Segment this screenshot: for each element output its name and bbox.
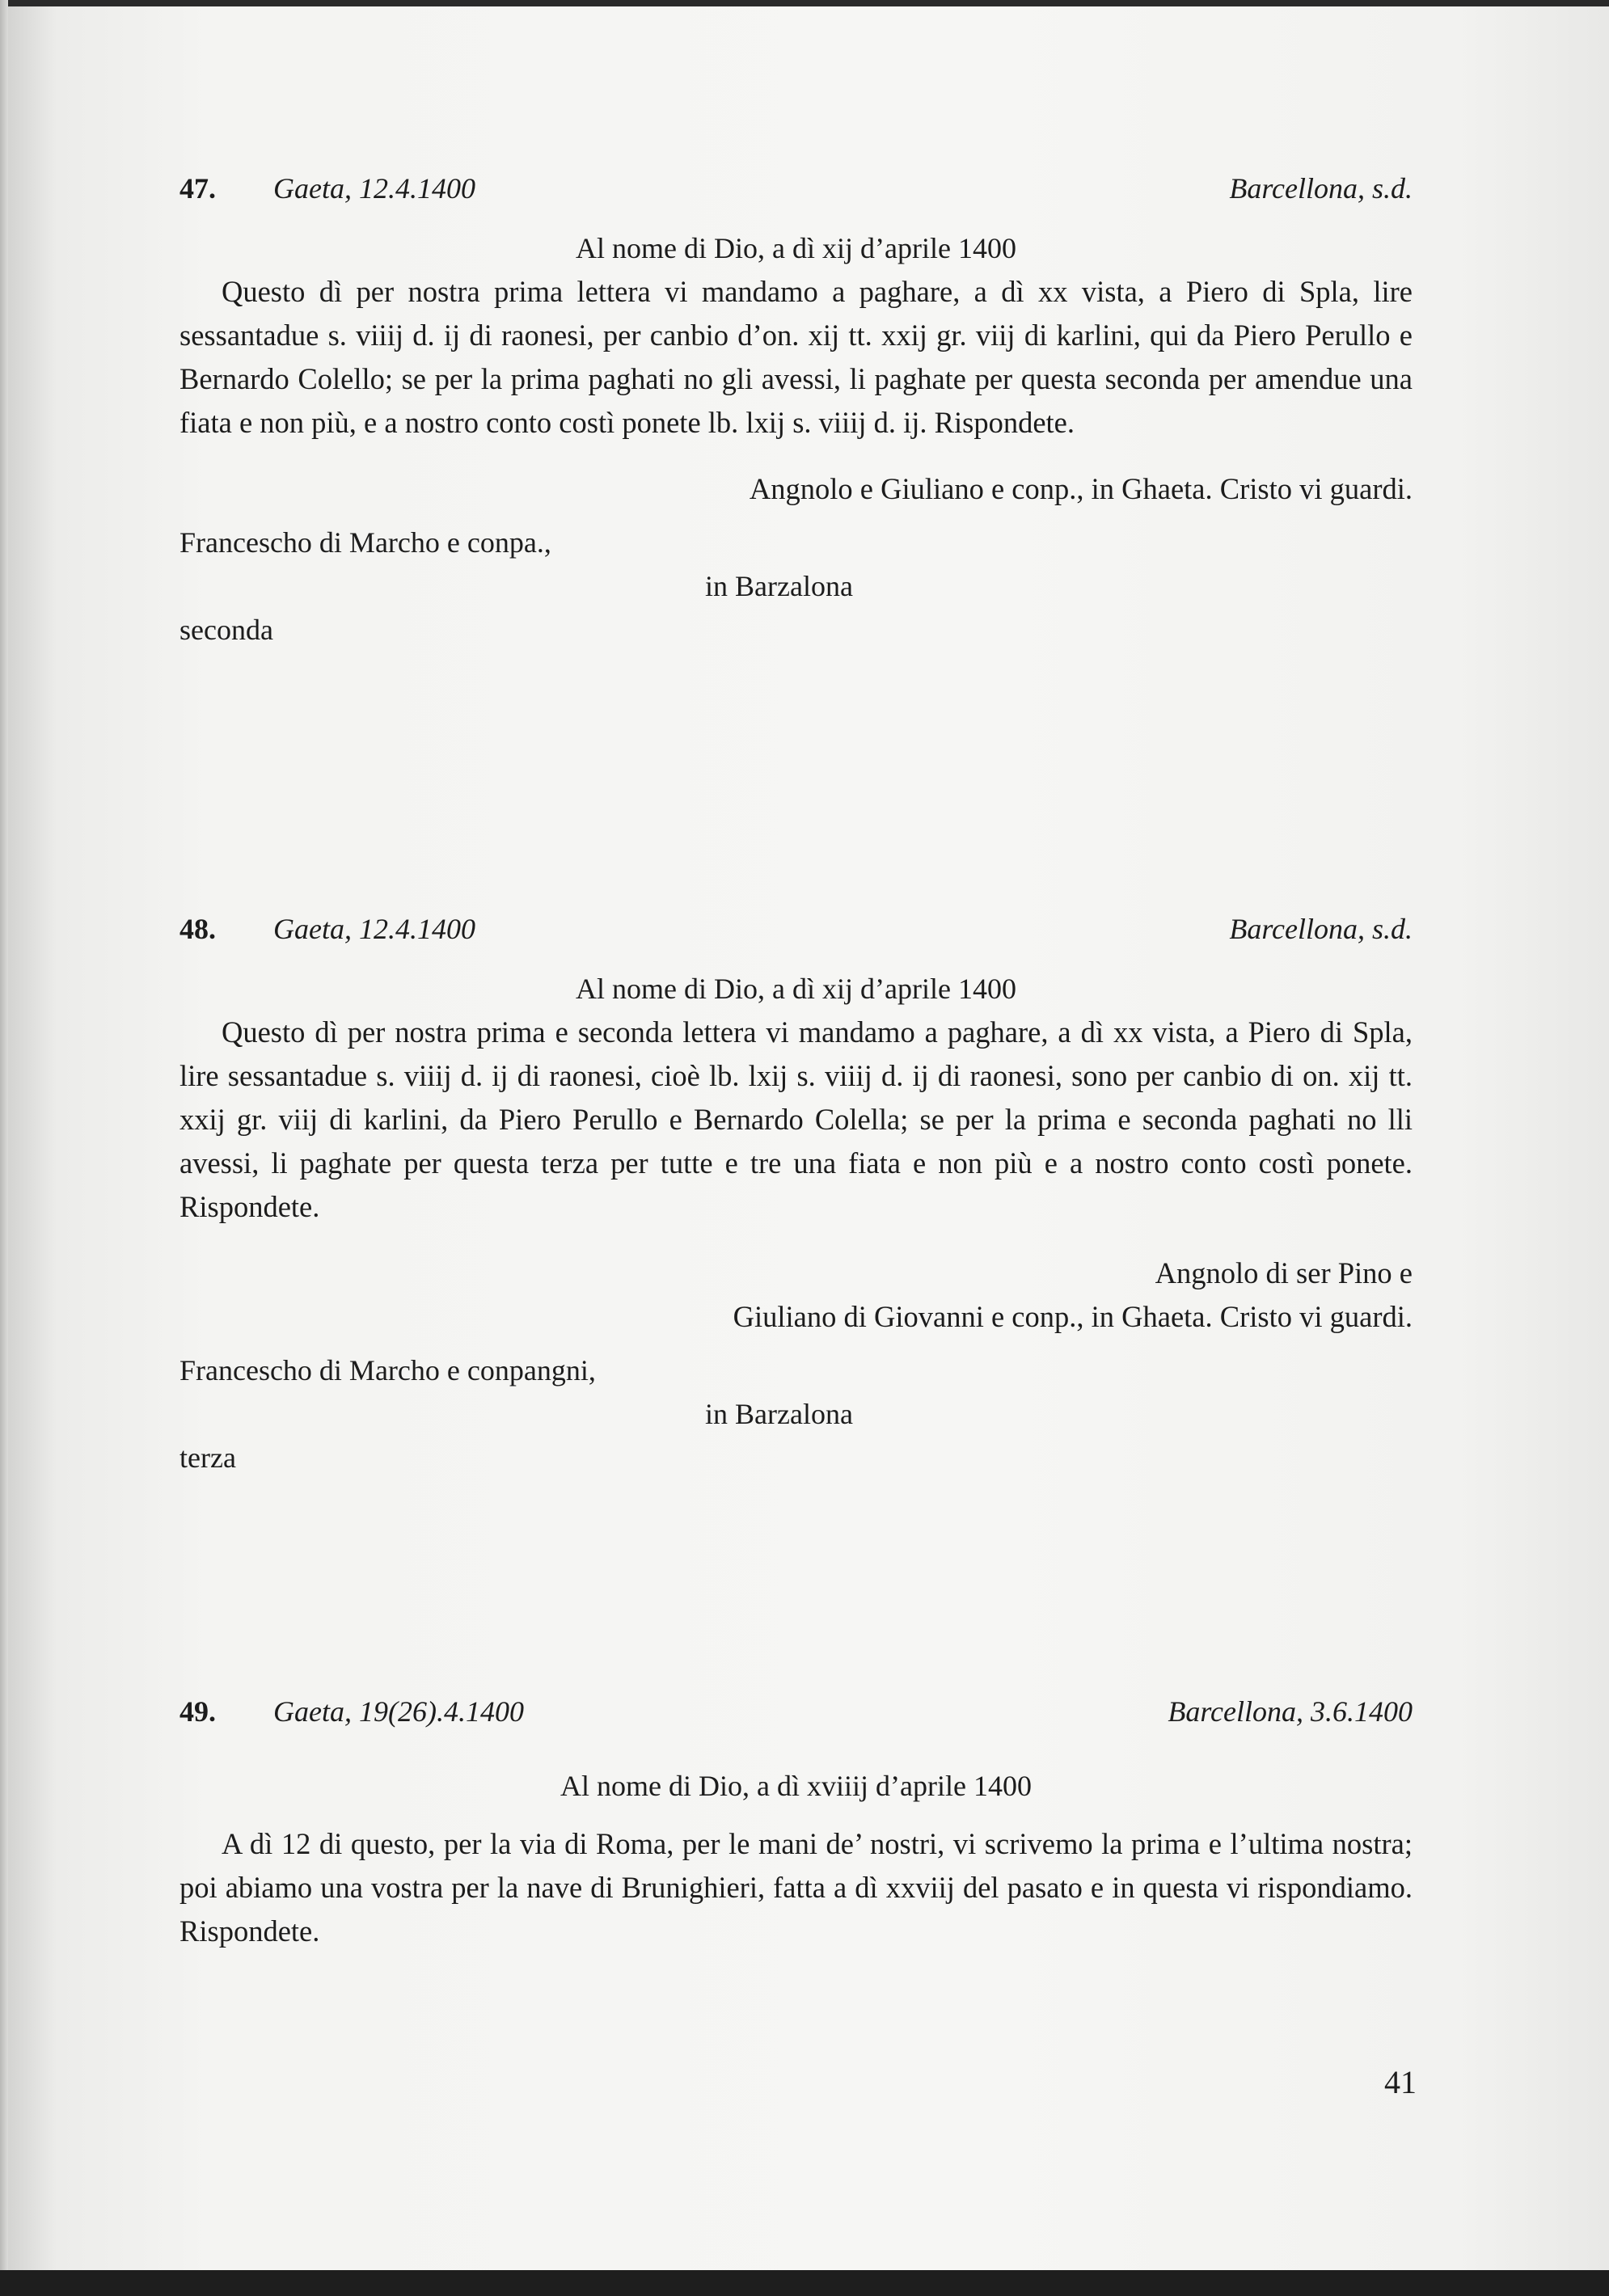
entry-place-date: Gaeta, 12.4.1400 — [273, 172, 475, 205]
letter-entry-48 — [179, 912, 1413, 1479]
letter-entry-49 — [179, 1695, 1413, 1953]
invocation-line: Al nome di Dio, a dì xviiij d’aprile 1400 — [560, 1770, 1032, 1802]
sender-signature — [179, 467, 1413, 511]
address-city: in Barzalona — [705, 570, 853, 602]
address-block — [179, 1348, 1413, 1479]
addressee: Francescho di Marcho e conpa., — [179, 526, 551, 559]
address-city: in Barzalona — [705, 1398, 853, 1430]
invocation-line: Al nome di Dio, a dì xij d’aprile 1400 — [576, 973, 1016, 1005]
entry-number: 47. — [179, 172, 216, 205]
page-number: 41 — [1384, 2064, 1417, 2100]
sender-line: Angnolo di ser Pino e — [1155, 1256, 1413, 1289]
letter-body: Questo dì per nostra prima e seconda lettera vi mandamo a paghare, a dì xx vista, a Piero di Spla, lire sessantadue s. viiij d. ij di raonesi, cioè lb. lxij s. viiij d. ij di raonesi, sono per canbio di on. xij tt. xxij gr. viij di karlini, da Piero Perullo e Bernardo Colella; se per la prima e seconda paghati no lli avessi, li paghate per questa terza per tutte e tre una fiata e non più e a nostro conto costì ponete. Rispondete. — [179, 1015, 1413, 1223]
sender-signature — [179, 1251, 1413, 1339]
copy-note: seconda — [179, 614, 273, 646]
entry-header — [179, 1695, 1413, 1743]
scan-bottom-edge — [0, 2270, 1609, 2296]
entry-destination: Barcellona, s.d. — [1229, 913, 1413, 945]
page-gutter-shadow — [0, 0, 8, 2296]
entry-place-date: Gaeta, 12.4.1400 — [273, 913, 475, 945]
letter-body: Questo dì per nostra prima lettera vi mandamo a paghare, a dì xx vista, a Piero di Spla, lire sessantadue s. viiij d. ij di raonesi, per canbio d’on. xij tt. xxij gr. viij di karlini, qui da Piero Perullo e Bernardo Colello; se per la prima paghati no gli avessi, li paghate per questa seconda per amendue una fiata e non più, e a nostro conto costì ponete lb. lxij s. viiij d. ij. Rispondete. — [179, 275, 1413, 439]
entry-number: 48. — [179, 913, 216, 945]
entry-header — [179, 171, 1413, 220]
sender-line: Angnolo e Giuliano e conp., in Ghaeta. Cristo vi guardi. — [749, 472, 1413, 505]
entry-destination: Barcellona, s.d. — [1229, 172, 1413, 205]
entry-number: 49. — [179, 1695, 216, 1728]
scan-top-edge — [0, 0, 1609, 6]
entry-header — [179, 912, 1413, 960]
entry-place-date: Gaeta, 19(26).4.1400 — [273, 1695, 524, 1728]
invocation-line: Al nome di Dio, a dì xij d’aprile 1400 — [576, 232, 1016, 264]
entry-destination: Barcellona, 3.6.1400 — [1168, 1695, 1413, 1728]
copy-note: terza — [179, 1441, 236, 1474]
sender-line: Giuliano di Giovanni e conp., in Ghaeta. Cristo vi guardi. — [733, 1300, 1413, 1333]
address-block — [179, 521, 1413, 652]
letter-body: A dì 12 di questo, per la via di Roma, per le mani de’ nostri, vi scrivemo la prima e l’ultima nostra; poi abiamo una vostra per la nave di Brunighieri, fatta a dì xxviij del pasato e in questa vi rispondiamo. Rispondete. — [179, 1827, 1413, 1948]
addressee: Francescho di Marcho e conpangni, — [179, 1354, 596, 1386]
letter-entry-47 — [179, 171, 1413, 652]
